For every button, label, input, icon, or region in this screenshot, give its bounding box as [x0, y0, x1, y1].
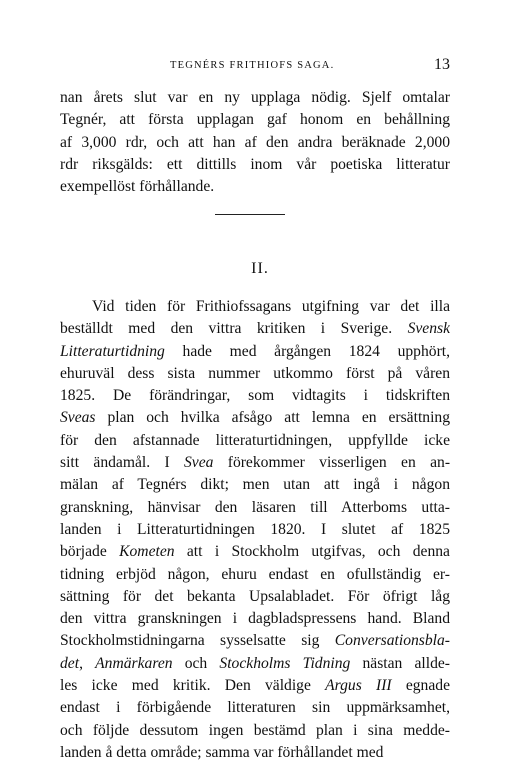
text-run: 1825. De förändringar, som vidtagits i tidskriften [60, 387, 450, 405]
text-line: af 3,000 rdr, och att han af den andra beräknade 2,000 [60, 133, 450, 151]
text-run: landen i Litteraturtidningen 1820. I slutet af 1825 [60, 520, 450, 538]
page-number: 13 [434, 56, 450, 73]
italic-title: det [60, 654, 80, 672]
text-line [60, 608, 450, 630]
text-run: Vid tiden för Frithiofssagans utgifning var det illa [92, 298, 450, 315]
main-paragraph [60, 296, 450, 764]
running-title: TEGNÉRS FRITHIOFS SAGA. [170, 60, 335, 71]
text-line [60, 630, 450, 652]
text-line [60, 407, 450, 429]
text-line [60, 497, 450, 519]
text-line [60, 720, 450, 742]
text-run: beställdt med den vittra kritiken i Sverige. [60, 320, 408, 338]
text-run: sättning för det bekanta Upsalabladet. För öfrigt låg [60, 587, 450, 605]
text-line [60, 430, 450, 452]
continuation-paragraph [60, 87, 450, 198]
text-line [60, 341, 450, 363]
text-line [60, 653, 450, 675]
section-divider-rule [215, 214, 285, 215]
text-run: den vittra granskningen i dagbladspressens hand. Bland [60, 610, 450, 628]
text-line: nan årets slut var en ny upplaga nödig. Sjelf omtalar [60, 89, 450, 106]
text-line [60, 296, 450, 318]
text-line [60, 474, 450, 496]
italic-title: Svea [183, 454, 214, 472]
italic-title: Svensk [407, 320, 450, 338]
italic-title: Kometen [119, 543, 175, 561]
text-run: Stockholmstidningarna sysselsatte sig [60, 632, 335, 650]
text-line [60, 452, 450, 474]
text-line [60, 318, 450, 340]
text-line [60, 363, 450, 385]
text-line [60, 541, 450, 563]
italic-title: Sveas [60, 409, 96, 427]
running-head [60, 58, 450, 78]
text-run: , [79, 654, 96, 672]
text-line: exempellöst förhållande. [60, 178, 215, 196]
text-run: endast i förbigående litteraturen sin uppmärksamhet, [60, 699, 450, 717]
text-line [60, 675, 450, 697]
text-line [60, 564, 450, 586]
text-line [60, 742, 450, 764]
text-run: nästan allde- [350, 654, 450, 672]
text-run: ehuruväl dess sista nummer utkommo först på våren [60, 364, 450, 382]
text-run: egnade [391, 677, 450, 695]
italic-title: Conversationsbla- [334, 632, 450, 650]
text-line [60, 697, 450, 719]
text-line [60, 385, 450, 407]
text-run: sitt ändamål. I [60, 454, 184, 472]
text-run: förekommer visserligen en an- [213, 454, 450, 472]
italic-title: Stockholms Tidning [219, 654, 351, 672]
text-line [60, 519, 450, 541]
text-run: att i Stockholm utgifvas, och denna [174, 543, 450, 561]
text-run: granskning, hänvisar den läsaren till Atterboms utta- [60, 498, 450, 516]
text-run: les icke med kritik. Den väldige [60, 677, 326, 695]
text-line: Tegnér, att första upplagan gaf honom en behållning [60, 111, 450, 129]
text-line: rdr riksgälds: ett dittills inom vår poetiska litteratur [60, 155, 450, 173]
italic-title: Litteraturtidning [60, 342, 165, 360]
text-run: och följde dessutom ingen bestämd plan i sina medde- [60, 721, 450, 739]
text-run: mälan af Tegnérs dikt; men utan att ingå i någon [60, 476, 450, 494]
text-run: tidning erbjöd någon, ehuru endast en ofullständig er- [60, 565, 450, 583]
text-run: landen å detta område; samma var förhållandet med [60, 743, 384, 761]
text-line [60, 586, 450, 608]
italic-title: Anmärkaren [95, 654, 173, 672]
text-run: för den afstannade litteraturtidningen, uppfyllde icke [60, 431, 450, 449]
text-run: började [60, 543, 120, 561]
text-run: och [172, 654, 220, 672]
italic-title: Argus III [325, 677, 392, 695]
text-run: hade med årgången 1824 upphört, [164, 342, 450, 360]
text-run: plan och hvilka afsågo att lemna en ersättning [95, 409, 450, 427]
section-heading: II. [251, 260, 269, 277]
